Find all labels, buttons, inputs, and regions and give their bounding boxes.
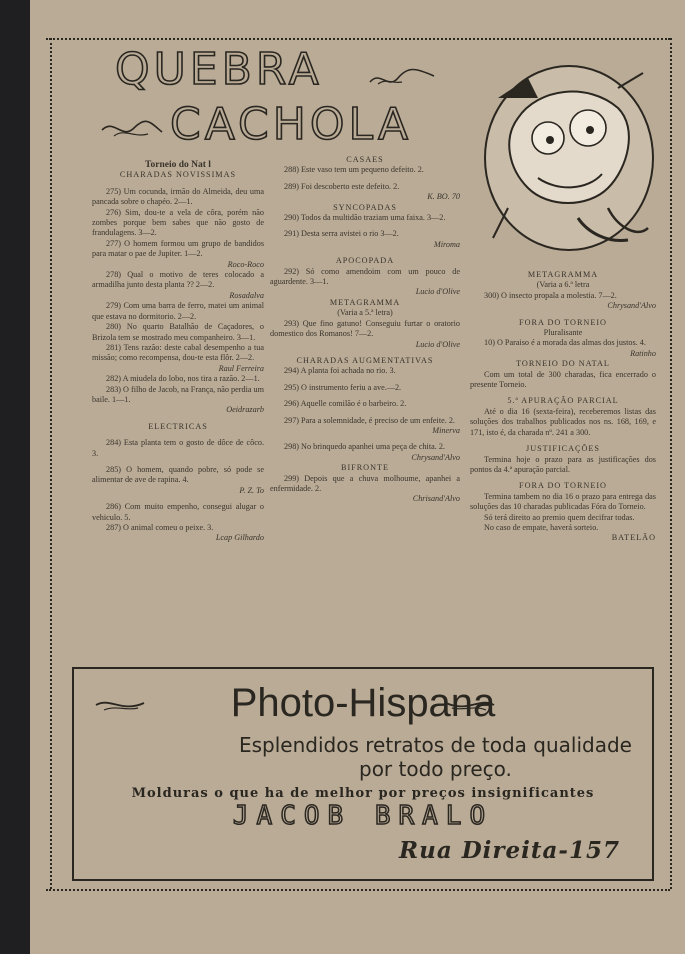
apuracao-text: Até o dia 16 (sexta-feira), receberemos listas das soluções dos trabalhos publicados nos ns. 168, 169, e 171, isto é, da charada nº. 241 a 300. — [470, 406, 656, 437]
title-cachola: CACHOLA — [170, 99, 413, 150]
advertisement-box — [72, 667, 654, 881]
charada-286: 286) Com muito empenho, consegui alugar o vehiculo. 5. — [92, 502, 264, 522]
charada-281: 281) Tens razão: deste cabal desempenho a tua missão; como recompensa, dou-te esta flôr. 2—2. — [92, 342, 264, 363]
charada-280: 280) No quarto Batalhão de Caçadores, o Brizola tem se mostrado meu companheiro. 3—1. — [92, 322, 264, 342]
dotted-border-bottom — [46, 889, 670, 891]
section-heading: CHARADAS AUGMENTATIVAS — [296, 355, 434, 365]
dotted-border-top — [46, 38, 670, 40]
author-signature: Minerva — [432, 425, 460, 435]
charada-298: 298) No brinquedo apanhei uma peça de chita. 2. — [284, 442, 445, 452]
charada-295: 295) O instrumento feriu a ave.—2. — [284, 382, 402, 392]
charada-288: 288) Este vaso tem um pequeno defeito. 2. — [284, 165, 424, 175]
book-spine — [0, 0, 30, 954]
section-heading: APOCOPADA — [335, 256, 395, 266]
charada-282: 282) A miudela do lobo, nos tira a razão. 2—1. — [106, 374, 260, 384]
section-heading: CASAES — [346, 155, 384, 164]
section-note: (Varia a 5.ª letra) — [337, 308, 393, 318]
section-heading: FORA DO TORNEIO — [519, 317, 607, 327]
cartoon-illustration — [478, 58, 660, 258]
ad-address: Rua Direita-157 — [398, 837, 620, 864]
natal-text: Com um total de 300 charadas, fica encerrado o presente Torneio. — [470, 369, 656, 390]
charada-300: 300) O insecto propala a molestia. 7—2. — [484, 290, 617, 300]
author-signature: Lcap Gilhardo — [215, 533, 264, 543]
charada-297: 297) Para a solemnidade, é preciso de um enfeite. 2. — [284, 415, 455, 425]
column-middle — [270, 155, 460, 505]
title-quebra: QUEBRA — [115, 44, 323, 95]
author-signature: Chrysand'Alvo — [411, 452, 460, 462]
author-signature: Oeidrazarb — [226, 405, 264, 415]
charada-289: 289) Foi descoberto este defeito. 2. — [284, 181, 400, 191]
section-heading: TORNEIO DO NATAL — [516, 359, 610, 369]
charada-285: 285) O homem, quando pobre, só pode se alimentar de ave de rapina. 4. — [92, 464, 264, 485]
fora-torneio-text: Termina tambem no dia 16 o prazo para entrega das soluções das 10 charadas publicadas Fóra do Torneio. — [470, 491, 656, 512]
section-heading: BIFRONTE — [340, 463, 390, 473]
author-signature: Chrisand'Alvo — [412, 494, 460, 504]
charada-279: 279) Com uma barra de ferro, matei um animal que estava no dormitorio. 2—2. — [92, 301, 264, 321]
author-signature: K. BO. 70 — [427, 192, 460, 202]
author-signature: Chrysand'Alvo — [607, 301, 656, 311]
ad-owner-name: JACOB BRALO — [232, 801, 494, 831]
charada-290: 290) Todos da multidão traziam uma faixa. 3—2. — [284, 213, 446, 223]
author-signature: P. Z. To — [239, 485, 264, 495]
author-signature: Miroma — [433, 239, 460, 249]
charada-276: 276) Sim, dou-te a vela de côra, porém não zombes porque bem sabes que não gosto de frandulagens. 3—2. — [92, 207, 264, 238]
charada-275: 275) Um cocunda, irmão do Almeida, deu uma pancada sobre o chapéo. 2—1. — [92, 186, 264, 207]
charada-287: 287) O animal comeu o peixe. 3. — [106, 523, 214, 532]
charada-283: 283) O filho de Jacob, na França, não perdia um baile. 1—1. — [92, 384, 265, 404]
column-left — [92, 160, 264, 544]
dotted-border-right — [670, 38, 672, 889]
section-heading: Torneio do Nat l — [145, 160, 211, 170]
charada-10: 10) O Paraiso é a morada das almas dos justos. 4. — [484, 338, 646, 348]
section-note: (Varia a 6.ª letra — [536, 280, 590, 290]
section-heading: FORA DO TORNEIO — [519, 481, 607, 491]
section-subheading: CHARADAS NOVISSIMAS — [119, 170, 237, 180]
charada-293: 293) Que fino gatuno! Conseguiu furtar o oratorio domestico dos Romanos! 7—2. — [270, 318, 460, 339]
charada-299: 299) Depois que a chuva molhoume, apanhei a enfermidade. 2. — [270, 473, 460, 493]
charada-291: 291) Desta serra avistei o rio 3—2. — [284, 229, 399, 239]
ad-tagline: por todo preço. — [359, 757, 512, 781]
author-signature: Raul Ferreira — [218, 363, 264, 373]
section-heading: JUSTIFICAÇÕES — [526, 444, 600, 454]
section-subheading: Pluralisante — [543, 328, 583, 338]
section-heading: METAGRAMMA — [527, 270, 599, 279]
author-signature: Rosadalva — [229, 290, 264, 300]
charada-278: 278) Qual o motivo de teres colocado a armadilha junto desta planta ?? 2—2. — [92, 270, 264, 290]
section-heading: 5.ª APURAÇÃO PARCIAL — [507, 396, 619, 406]
author-signature: Lucio d'Olive — [415, 339, 460, 349]
charada-284: 284) Esta planta tem o gosto de dôce de côco. 3. — [92, 438, 264, 458]
charada-296: 296) Aquelle comilão é o barbeiro. 2. — [284, 399, 407, 409]
author-signature: Lucio d'Olive — [415, 287, 460, 297]
charada-294: 294) A planta foi achada no rio. 3. — [284, 366, 396, 376]
charada-277: 277) O homem formou um grupo de bandidos para matar o pae de Jupiter. 1—2. — [92, 238, 264, 259]
flourish-ornament — [368, 64, 436, 90]
flourish-ornament — [100, 116, 164, 142]
fora-torneio-text: No caso de empate, haverá sorteio. — [484, 522, 599, 532]
fora-torneio-text: Só terá direito ao premio quem decifrar todas. — [484, 512, 635, 522]
author-signature: Ratinho — [630, 348, 656, 358]
charada-292: 292) Só como amendoim com um pouco de aguardente. 3—1. — [270, 266, 460, 287]
ad-title: Photo-Hispana — [230, 681, 496, 725]
dotted-border-left — [50, 38, 52, 889]
editor-signature: BATELÃO — [611, 533, 656, 543]
justificacoes-text: Termina hoje o prazo para as justificações dos pontos da 4.ª apuração parcial. — [470, 454, 656, 474]
ad-frames-line: Molduras o que ha de melhor por preços insignificantes — [131, 786, 595, 801]
section-heading: METAGRAMMA — [329, 297, 401, 307]
ad-tagline: Esplendidos retratos de toda qualidade — [239, 733, 632, 757]
section-heading: SYNCOPADAS — [333, 202, 397, 212]
section-heading: ELECTRICAS — [148, 421, 208, 431]
column-right — [470, 270, 656, 544]
author-signature: Roco-Roco — [227, 259, 264, 269]
